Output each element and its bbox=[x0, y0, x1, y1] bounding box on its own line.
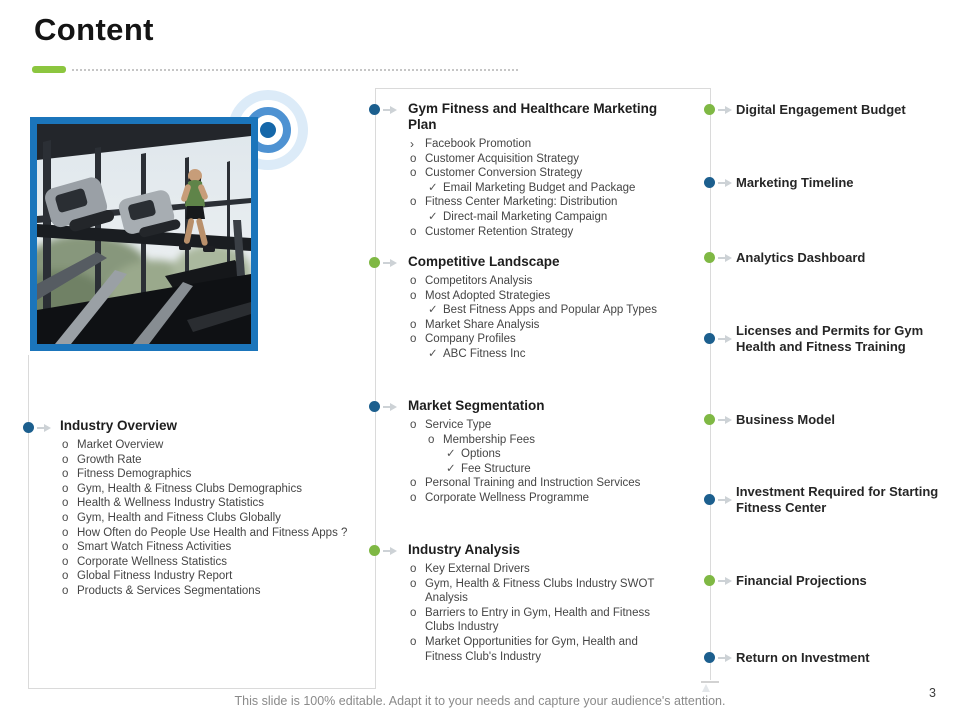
section-marker bbox=[369, 545, 397, 556]
list-item-text: Corporate Wellness Programme bbox=[425, 491, 590, 504]
list-item-text: Growth Rate bbox=[77, 453, 142, 466]
section-item-list bbox=[408, 562, 673, 664]
bullet-glyph: ✓ bbox=[428, 181, 438, 194]
section-marker bbox=[369, 401, 397, 412]
list-item-text: Email Marketing Budget and Package bbox=[443, 181, 636, 194]
list-item bbox=[60, 496, 348, 511]
bullet-glyph: o bbox=[62, 584, 69, 597]
list-item-text: Most Adopted Strategies bbox=[425, 289, 551, 302]
section-title: Industry Overview bbox=[60, 418, 178, 433]
list-item-text: Company Profiles bbox=[425, 333, 516, 346]
section-marker bbox=[369, 104, 397, 115]
list-item bbox=[408, 418, 686, 433]
list-item-text: Corporate Wellness Statistics bbox=[77, 555, 227, 568]
bullet-glyph: o bbox=[410, 275, 417, 287]
list-item-text: Key External Drivers bbox=[425, 563, 530, 575]
marker-arrow-icon bbox=[383, 550, 390, 552]
list-item bbox=[408, 318, 686, 333]
section-item-list bbox=[408, 418, 686, 506]
list-item-text: Customer Retention Strategy bbox=[425, 225, 574, 238]
bullet-glyph: o bbox=[62, 541, 69, 554]
list-item bbox=[408, 606, 673, 635]
bullet-glyph: o bbox=[410, 167, 417, 180]
bullet-dot-icon bbox=[369, 401, 380, 412]
list-item-text: Options bbox=[461, 448, 501, 461]
bullet-glyph: o bbox=[410, 152, 417, 165]
connector-line-left bbox=[28, 355, 29, 688]
marker-arrow-icon bbox=[718, 338, 725, 340]
list-item bbox=[426, 210, 686, 225]
section-item-list bbox=[408, 137, 686, 239]
list-item bbox=[408, 152, 686, 167]
title-dotted-rule bbox=[72, 69, 518, 71]
gym-photo-illustration bbox=[37, 124, 251, 344]
list-item-text: Products & Services Segmentations bbox=[77, 584, 261, 597]
section-marker bbox=[704, 333, 732, 344]
list-item-text: Market Opportunities for Gym, Health and Fitness Club's Industry bbox=[425, 635, 638, 663]
marker-arrow-icon bbox=[718, 657, 725, 659]
list-item-text: Smart Watch Fitness Activities bbox=[77, 541, 232, 554]
connector-endcap-base bbox=[702, 684, 710, 692]
bullet-dot-icon bbox=[23, 422, 34, 433]
list-item bbox=[60, 511, 348, 526]
list-item bbox=[60, 453, 348, 468]
bullet-glyph: o bbox=[62, 570, 69, 583]
section-market-segmentation bbox=[408, 398, 686, 506]
list-item-text: Market Share Analysis bbox=[425, 318, 540, 331]
section-title: Gym Fitness and Healthcare Marketing Plan bbox=[408, 101, 658, 132]
bullet-dot-icon bbox=[704, 177, 715, 188]
connector-line-top bbox=[375, 88, 711, 89]
list-item bbox=[426, 303, 686, 318]
list-item bbox=[60, 526, 348, 541]
list-item bbox=[60, 467, 348, 482]
bullet-dot-icon bbox=[704, 494, 715, 505]
list-item-text: Market Overview bbox=[77, 439, 164, 451]
bullet-glyph: o bbox=[62, 453, 69, 466]
list-item-text: Gym, Health & Fitness Clubs Industry SWOT Analysis bbox=[425, 577, 655, 605]
bullet-glyph: o bbox=[410, 477, 417, 490]
bullet-glyph: ✓ bbox=[428, 210, 438, 223]
list-item bbox=[426, 181, 686, 196]
list-item-text: ABC Fitness Inc bbox=[443, 347, 526, 360]
section-competitive-landscape bbox=[408, 254, 686, 362]
section-marker bbox=[704, 104, 732, 115]
page-title: Content bbox=[34, 12, 154, 47]
list-item bbox=[408, 577, 673, 606]
section-item-list bbox=[60, 438, 348, 599]
connector-endcap bbox=[701, 681, 719, 683]
list-item-text: Customer Acquisition Strategy bbox=[425, 152, 580, 165]
list-item bbox=[444, 462, 686, 477]
bullet-glyph: o bbox=[62, 497, 69, 510]
bullet-glyph: ✓ bbox=[446, 448, 456, 461]
gym-photo bbox=[30, 117, 258, 351]
section-marker bbox=[704, 252, 732, 263]
bullet-glyph: o bbox=[410, 196, 417, 209]
list-item-text: Best Fitness Apps and Popular App Types bbox=[443, 304, 657, 317]
section-item-list bbox=[408, 274, 686, 362]
list-item bbox=[408, 195, 686, 210]
list-item-text: How Often do People Use Health and Fitness Apps ? bbox=[77, 526, 348, 539]
list-item bbox=[60, 438, 348, 453]
list-item bbox=[408, 635, 673, 664]
list-item-text: Fitness Center Marketing: Distribution bbox=[425, 196, 618, 209]
marker-arrow-icon bbox=[383, 262, 390, 264]
bullet-glyph: ✓ bbox=[428, 347, 438, 360]
bullet-dot-icon bbox=[369, 257, 380, 268]
bullet-glyph: o bbox=[62, 555, 69, 568]
list-item-text: Barriers to Entry in Gym, Health and Fitness Clubs Industry bbox=[425, 606, 650, 634]
marker-arrow-icon bbox=[383, 406, 390, 408]
footer-note: This slide is 100% editable. Adapt it to your needs and capture your audience's attention. bbox=[234, 694, 726, 708]
title-accent-bar bbox=[32, 66, 66, 73]
toc-item-marketing-timeline: Marketing Timeline bbox=[736, 175, 854, 190]
list-item-text: Fee Structure bbox=[461, 462, 531, 475]
list-item bbox=[408, 137, 686, 152]
connector-line-bottom bbox=[28, 688, 376, 689]
bullet-dot-icon bbox=[704, 414, 715, 425]
toc-item-analytics-dashboard: Analytics Dashboard bbox=[736, 250, 866, 265]
bullet-glyph: o bbox=[62, 526, 69, 539]
list-item bbox=[444, 447, 686, 462]
marker-arrow-icon bbox=[718, 499, 725, 501]
list-item bbox=[60, 540, 348, 555]
section-industry-overview bbox=[60, 418, 348, 599]
bullet-glyph: o bbox=[62, 511, 69, 524]
bullet-glyph: o bbox=[410, 491, 417, 504]
section-industry-analysis bbox=[408, 542, 673, 664]
marker-arrow-icon bbox=[718, 419, 725, 421]
marker-arrow-icon bbox=[718, 580, 725, 582]
list-item bbox=[408, 562, 673, 577]
toc-item-investment-required: Investment Required for Starting Fitness Center bbox=[736, 484, 939, 515]
bullet-glyph: o bbox=[410, 225, 417, 238]
list-item-text: Membership Fees bbox=[443, 433, 536, 446]
bullet-glyph: o bbox=[410, 289, 417, 302]
section-marketing-plan bbox=[408, 101, 686, 239]
list-item-text: Competitors Analysis bbox=[425, 275, 533, 287]
toc-item-financial-projections: Financial Projections bbox=[736, 573, 867, 588]
section-title: Industry Analysis bbox=[408, 542, 521, 557]
list-item bbox=[60, 482, 348, 497]
bullet-glyph: o bbox=[62, 482, 69, 495]
list-item-text: Personal Training and Instruction Services bbox=[425, 477, 641, 490]
bullet-glyph: o bbox=[410, 606, 417, 619]
bullet-glyph: o bbox=[62, 439, 69, 451]
connector-line-middle bbox=[375, 88, 376, 688]
bullet-dot-icon bbox=[704, 652, 715, 663]
bullet-glyph: o bbox=[410, 577, 417, 590]
list-item-text: Health & Wellness Industry Statistics bbox=[77, 497, 265, 510]
section-marker bbox=[704, 177, 732, 188]
list-item-text: Service Type bbox=[425, 419, 492, 431]
bullet-glyph: o bbox=[410, 635, 417, 648]
section-title: Competitive Landscape bbox=[408, 254, 560, 269]
list-item bbox=[408, 289, 686, 304]
target-icon-core bbox=[260, 122, 276, 138]
page-number: 3 bbox=[929, 686, 936, 700]
list-item bbox=[408, 491, 686, 506]
bullet-glyph: o bbox=[62, 468, 69, 481]
list-item bbox=[60, 584, 348, 599]
list-item-text: Gym, Health & Fitness Clubs Demographics bbox=[77, 482, 302, 495]
section-title: Market Segmentation bbox=[408, 398, 545, 413]
section-marker bbox=[23, 422, 51, 433]
bullet-glyph: ✓ bbox=[446, 462, 456, 475]
list-item-text: Customer Conversion Strategy bbox=[425, 167, 583, 180]
list-item bbox=[408, 166, 686, 181]
bullet-glyph: o bbox=[428, 433, 435, 446]
list-item-text: Direct-mail Marketing Campaign bbox=[443, 210, 608, 223]
bullet-dot-icon bbox=[704, 575, 715, 586]
list-item bbox=[408, 476, 686, 491]
bullet-glyph: o bbox=[410, 419, 417, 431]
bullet-dot-icon bbox=[704, 333, 715, 344]
bullet-dot-icon bbox=[369, 545, 380, 556]
section-marker bbox=[704, 494, 732, 505]
bullet-glyph: o bbox=[410, 318, 417, 331]
bullet-dot-icon bbox=[704, 252, 715, 263]
toc-item-return-on-investment: Return on Investment bbox=[736, 650, 870, 665]
marker-arrow-icon bbox=[37, 427, 44, 429]
section-marker bbox=[704, 652, 732, 663]
toc-item-business-model: Business Model bbox=[736, 412, 835, 427]
list-item-text: Global Fitness Industry Report bbox=[77, 570, 233, 583]
list-item-text: Gym, Health and Fitness Clubs Globally bbox=[77, 511, 281, 524]
list-item-text: Fitness Demographics bbox=[77, 468, 192, 481]
toc-item-licenses-permits: Licenses and Permits for Gym Health and Fitness Training bbox=[736, 323, 924, 354]
marker-arrow-icon bbox=[383, 109, 390, 111]
list-item bbox=[408, 274, 686, 289]
list-item bbox=[426, 347, 686, 362]
bullet-glyph: ✓ bbox=[428, 304, 438, 317]
section-marker bbox=[704, 575, 732, 586]
list-item bbox=[60, 555, 348, 570]
marker-arrow-icon bbox=[718, 182, 725, 184]
marker-arrow-icon bbox=[718, 257, 725, 259]
section-marker bbox=[369, 257, 397, 268]
list-item bbox=[408, 225, 686, 240]
list-item bbox=[426, 433, 686, 448]
bullet-glyph: › bbox=[410, 137, 414, 151]
section-marker bbox=[704, 414, 732, 425]
bullet-dot-icon bbox=[704, 104, 715, 115]
list-item bbox=[408, 332, 686, 347]
bullet-dot-icon bbox=[369, 104, 380, 115]
bullet-glyph: o bbox=[410, 563, 417, 575]
bullet-glyph: o bbox=[410, 333, 417, 346]
list-item bbox=[60, 569, 348, 584]
marker-arrow-icon bbox=[718, 109, 725, 111]
toc-item-digital-engagement-budget: Digital Engagement Budget bbox=[736, 102, 906, 117]
list-item-text: Facebook Promotion bbox=[425, 138, 532, 150]
